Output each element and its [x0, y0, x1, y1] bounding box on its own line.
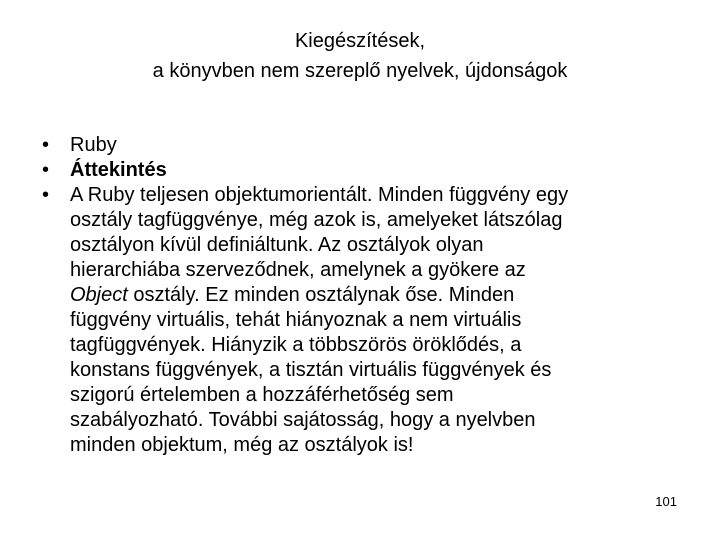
paragraph-line: osztályon kívül definiáltunk. Az osztályok olyan: [70, 234, 484, 256]
bullet-item-ruby: [42, 133, 682, 158]
paragraph-line: [70, 283, 682, 308]
page-number: 101: [655, 494, 677, 509]
bullet-item-description: [42, 183, 682, 458]
paragraph-line: szabályozható. További sajátosság, hogy a nyelvben: [70, 409, 536, 431]
title-line-1: Kiegészítések,: [294, 30, 426, 52]
paragraph-line: tagfüggvények. Hiányzik a többszörös öröklődés, a: [70, 334, 522, 356]
bullet-icon: •: [42, 134, 50, 156]
bullet-text: Ruby: [70, 134, 117, 156]
bullet-icon: •: [42, 159, 50, 181]
paragraph-line: A Ruby teljesen objektumorientált. Minden függvény egy: [70, 184, 569, 206]
paragraph-line: hierarchiába szerveződnek, amelynek a gyökere az: [70, 259, 526, 281]
bullet-icon: •: [42, 184, 50, 206]
bullet-item-overview: [42, 158, 682, 183]
paragraph-line: minden objektum, még az osztályok is!: [70, 434, 414, 456]
bullet-text: Áttekintés: [70, 159, 167, 181]
slide-title: [0, 26, 720, 86]
object-keyword: Object: [70, 284, 128, 306]
paragraph-line: konstans függvények, a tisztán virtuális függvények és: [70, 359, 552, 381]
paragraph-line: osztály tagfüggvénye, még azok is, amelyeket látszólag: [70, 209, 563, 231]
bullet-list: [42, 133, 682, 458]
paragraph-line: függvény virtuális, tehát hiányoznak a nem virtuális: [70, 309, 522, 331]
paragraph-line: szigorú értelemben a hozzáférhetőség sem: [70, 384, 454, 406]
paragraph-line-rest: osztály. Ez minden osztálynak őse. Minden: [127, 284, 515, 306]
title-line-2: a könyvben nem szereplő nyelvek, újdonságok: [152, 60, 568, 82]
